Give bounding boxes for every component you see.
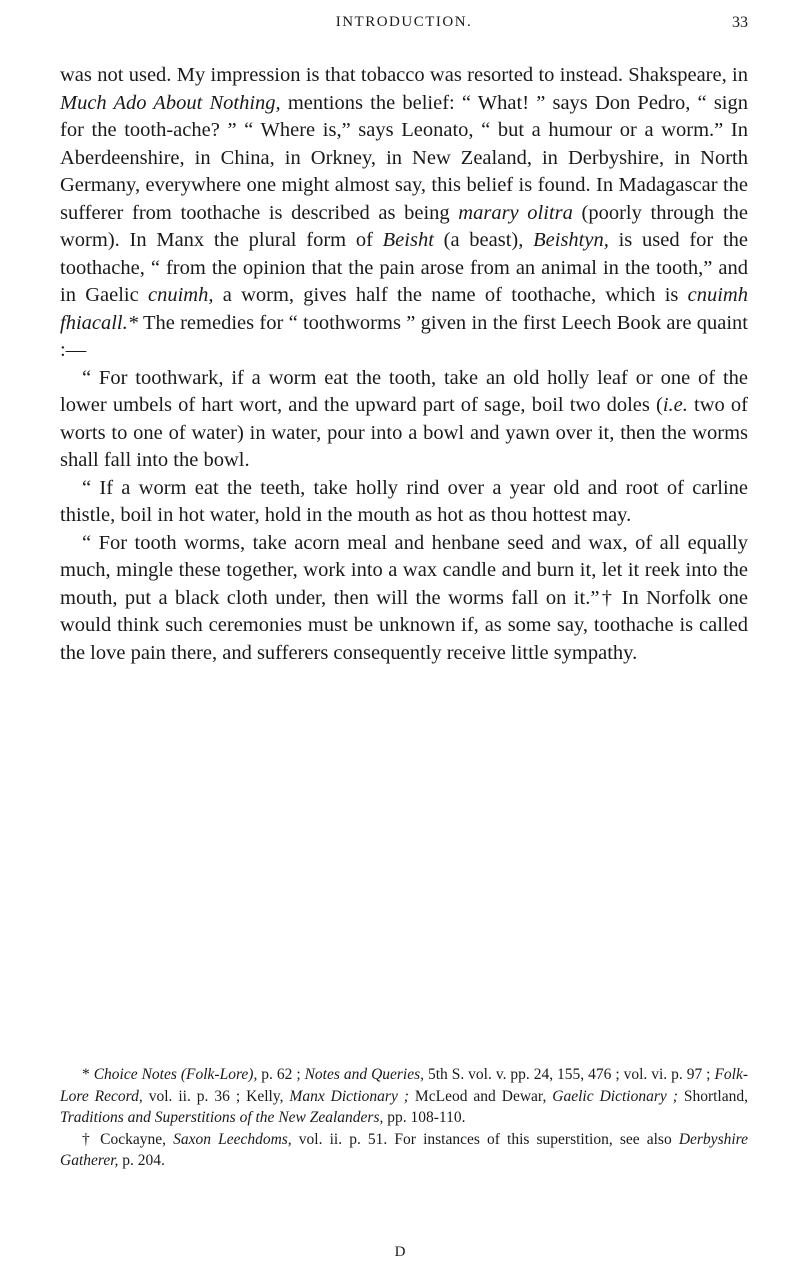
italic-term: i.e. (662, 394, 688, 416)
paragraph: “ For tooth worms, take acorn meal and henbane seed and wax, of all equally much, mingle these together, work into a wax candle and burn it, let it reek into the mouth, put a black cloth under, then will the worms fall on it.”† In Norfolk one would think such ceremonies must be unknown if, as some say, toothache is called the love pain there, and sufferers consequently receive little sympathy. (60, 531, 748, 664)
signature-mark: D (394, 1244, 406, 1260)
page-number: 33 (732, 14, 748, 31)
text-run: † Cockayne, (82, 1130, 174, 1148)
text-run: was not used. My impression is that tobacco was resorted to instead. Shakspeare, in (60, 64, 748, 86)
paragraph (60, 62, 748, 365)
text-run: (a beast), (433, 229, 534, 251)
text-run: vol. ii. p. 36 ; Kelly, (142, 1087, 290, 1105)
italic-term: cnuimh, (147, 284, 214, 306)
italic-title: Traditions and Superstitions of the New Zealanders, (60, 1109, 384, 1126)
body-text (60, 62, 748, 667)
text-run: The remedies for “ toothworms ” given in the first Leech Book are quaint :— (60, 311, 748, 361)
text-run: two of worts to one of water) in water, pour into a bowl and yawn over it, then the worms shall fall into the bowl. (60, 394, 749, 471)
italic-title: Notes and Queries, (304, 1066, 425, 1083)
paragraph (60, 365, 748, 475)
italic-term: Beishtyn, (533, 229, 609, 251)
italic-title: Manx Dictionary ; (289, 1087, 409, 1105)
footnotes (60, 1064, 748, 1172)
italic-title: Choice Notes (Folk-Lore), (93, 1066, 258, 1083)
italic-title: Saxon Leechdoms, (173, 1130, 292, 1148)
italic-title: Much Ado About Nothing, (60, 91, 281, 114)
text-run: * (82, 1066, 94, 1083)
page-header (60, 14, 748, 38)
italic-term: Beisht (382, 229, 434, 251)
text-run: p. 204. (118, 1152, 165, 1169)
italic-title: Derbyshire Gatherer, (60, 1130, 748, 1169)
text-run: (poorly through the worm). In Manx the plural form of (60, 201, 748, 251)
text-run: is used for the toothache, “ from the opinion that the pain arose from an animal in the tooth,” and in Gaelic (60, 229, 749, 306)
text-run: Shortland, (677, 1087, 748, 1105)
text-run: pp. 108-110. (383, 1109, 466, 1126)
footnote (60, 1064, 748, 1129)
text-run: mentions the belief: “ What! ” says Don Pedro, “ sign for the tooth-ache? ” “ Where is,” says Leonato, “ but a humour or a worm.” In Aberdeenshire, in China, in Orkney, in New Zealand, in Derbyshire, in North Germany, everywhere one might almost say, this belief is found. In Madagascar the sufferer from toothache is described as being (60, 91, 748, 224)
italic-title: Folk-Lore Record, (60, 1066, 749, 1105)
text-run: p. 62 ; (257, 1066, 305, 1083)
text-run: “ For toothwark, if a worm eat the tooth, take an old holly leaf or one of the lower umbels of hart wort, and the upward part of sage, boil two doles ( (60, 366, 748, 416)
text-run: a worm, gives half the name of toothache, which is (213, 284, 688, 306)
italic-term: marary olitra (458, 201, 573, 224)
italic-term: cnuimh fhiacall.* (60, 284, 748, 334)
running-head: INTRODUCTION. (335, 14, 473, 30)
footnote (60, 1129, 748, 1172)
text-run: McLeod and Dewar, (408, 1087, 553, 1105)
paragraph: “ If a worm eat the teeth, take holly rind over a year old and root of carline thistle, boil in hot water, hold in the mouth as hot as thou hottest may. (60, 476, 748, 526)
text-run: vol. ii. p. 51. For instances of this superstition, see also (291, 1130, 679, 1148)
italic-title: Gaelic Dictionary ; (552, 1087, 678, 1105)
text-run: 5th S. vol. v. pp. 24, 155, 476 ; vol. vi. p. 97 ; (424, 1066, 715, 1083)
